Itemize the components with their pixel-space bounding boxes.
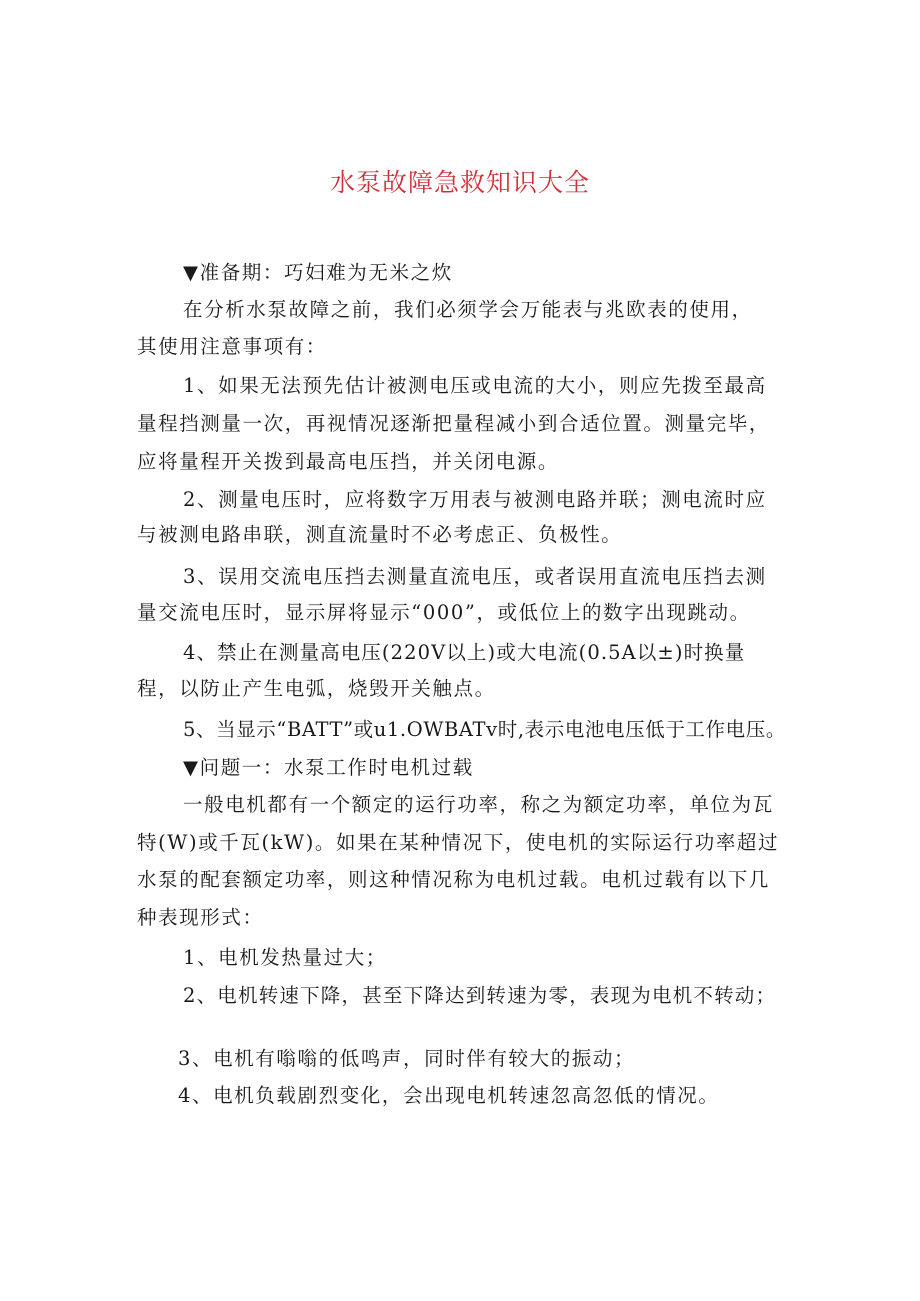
paragraph-line: 1、如果无法预先估计被测电压或电流的大小，则应先拨至最高 — [183, 374, 767, 397]
paragraph-line: 种表现形式： — [137, 906, 264, 929]
paragraph-line: 4、禁止在测量高电压(220V以上)或大电流(0.5A以±)时换量 — [183, 641, 746, 664]
section-heading-problem-one: ▼问题一：水泵工作时电机过载 — [183, 756, 474, 779]
paragraph-line: 与被测电路串联，测直流量时不必考虑正、负极性。 — [137, 523, 623, 546]
list-item: 1、电机发热量过大； — [183, 946, 387, 969]
list-item: 3、电机有嗡嗡的低鸣声，同时伴有较大的振动； — [178, 1047, 636, 1070]
paragraph-line: 特(W)或千瓦(kW)。如果在某种情况下，使电机的实际运行功率超过 — [137, 831, 780, 854]
list-item: 4、电机负载剧烈变化，会出现电机转速忽高忽低的情况。 — [178, 1084, 720, 1107]
paragraph-line: 3、误用交流电压挡去测量直流电压，或者误用直流电压挡去测 — [183, 565, 767, 588]
list-item: 2、电机转速下降，甚至下降达到转速为零，表现为电机不转动； — [183, 984, 777, 1007]
paragraph-line: 水泵的配套额定功率，则这种情况称为电机过载。电机过载有以下几 — [137, 868, 771, 891]
document-title: 水泵故障急救知识大全 — [329, 168, 590, 197]
paragraph-line: 程，以防止产生电弧，烧毁开关触点。 — [137, 677, 496, 700]
paragraph-line: 应将量程开关拨到最高电压挡，并关闭电源。 — [137, 450, 560, 473]
paragraph-line: 量交流电压时，显示屏将显示“000”，或低位上的数字出现跳动。 — [137, 601, 751, 624]
paragraph-line: 其使用注意事项有： — [137, 335, 327, 358]
paragraph-line: 5、当显示“BATT”或u1.OWBATv时,表示电池电压低于工作电压。 — [183, 718, 786, 741]
section-heading-preparation: ▼准备期：巧妇难为无米之炊 — [183, 261, 453, 284]
paragraph-line: 量程挡测量一次，再视情况逐渐把量程减小到合适位置。测量完毕， — [137, 412, 771, 435]
paragraph-line: 在分析水泵故障之前，我们必须学会万能表与兆欧表的使用， — [183, 298, 753, 321]
paragraph-line: 2、测量电压时，应将数字万用表与被测电路并联；测电流时应 — [183, 488, 767, 511]
paragraph-line: 一般电机都有一个额定的运行功率，称之为额定功率，单位为瓦 — [183, 793, 774, 816]
